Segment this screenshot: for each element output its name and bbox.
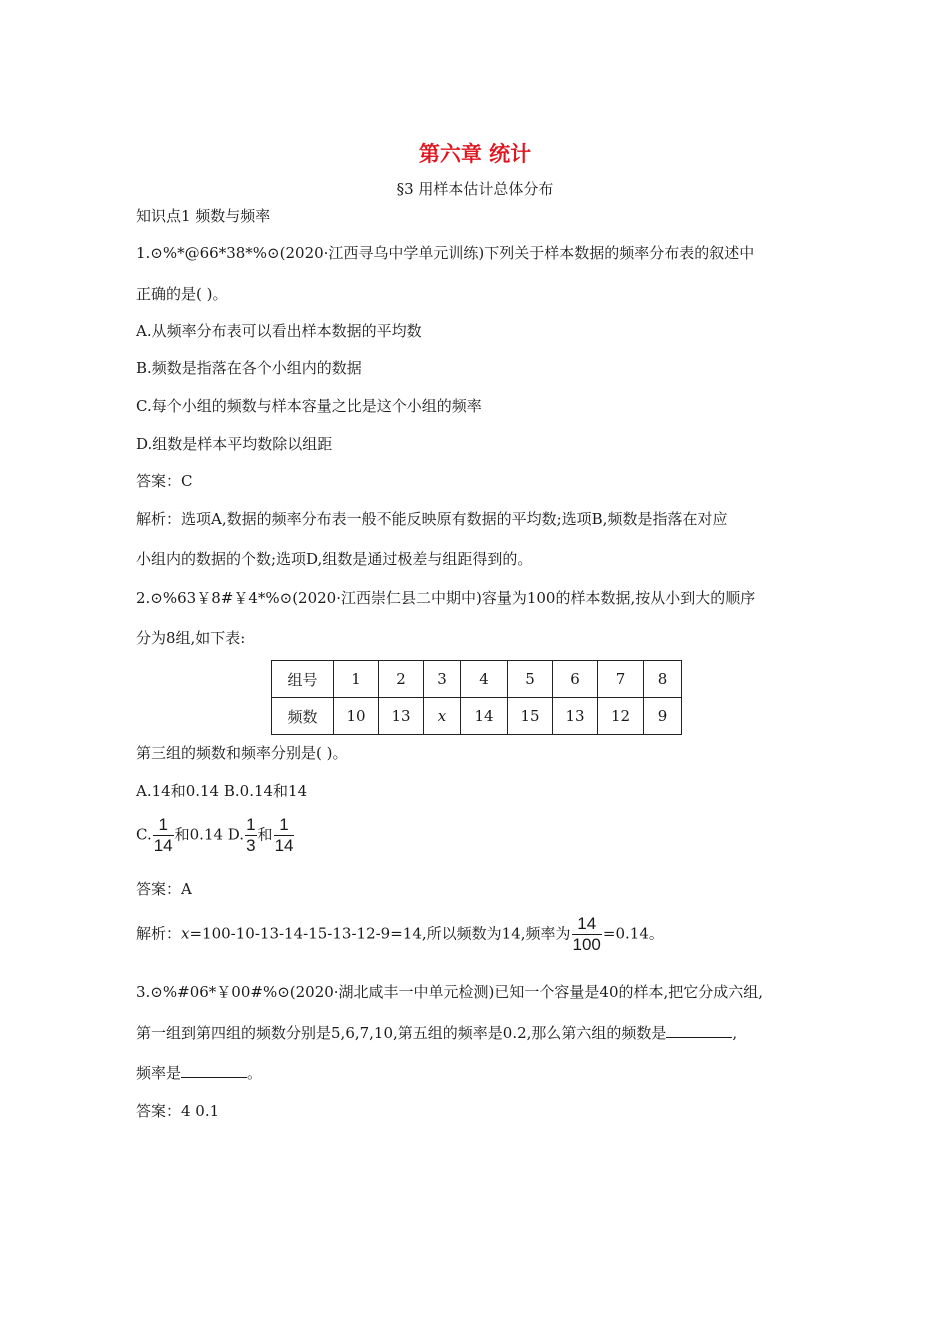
table-cell: 3 xyxy=(424,661,461,698)
table-row-frequency xyxy=(272,698,682,735)
table-cell: 1 xyxy=(334,661,379,698)
q1-option-b: B.频数是指落在各个小组内的数据 xyxy=(136,359,362,377)
table-cell: 9 xyxy=(644,698,682,735)
table-cell: 8 xyxy=(644,661,682,698)
q1-stem-line2: 正确的是( )。 xyxy=(136,285,228,303)
q1-stem-line1: 1.⊙%*@66*38*%⊙(2020·江西寻乌中学单元训练)下列关于样本数据的频率分布表的叙述中 xyxy=(136,244,755,262)
table-cell: 13 xyxy=(553,698,598,735)
table-cell: 14 xyxy=(461,698,508,735)
q2-question: 第三组的频数和频率分别是( )。 xyxy=(136,744,348,762)
q1-option-a: A.从频率分布表可以看出样本数据的平均数 xyxy=(136,322,422,340)
q2-options-cd xyxy=(136,815,295,856)
q1-option-c: C.每个小组的频数与样本容量之比是这个小组的频率 xyxy=(136,397,482,415)
table-cell: 7 xyxy=(598,661,644,698)
q1-analysis-line1: 解析：选项A,数据的频率分布表一般不能反映原有数据的平均数;选项B,频数是指落在对应 xyxy=(136,510,728,528)
fraction-one-fourteenth xyxy=(274,815,295,856)
q3-stem-line3-end: 。 xyxy=(247,1064,263,1082)
fraction-denominator: 3 xyxy=(246,836,256,855)
answer-blank xyxy=(666,1023,732,1038)
table-cell: 10 xyxy=(334,698,379,735)
option-c-mid: 和0.14 D. xyxy=(174,825,245,844)
table-row-group xyxy=(272,661,682,698)
q3-stem-line2-text: 第一组到第四组的频数分别是5,6,7,10,第五组的频率是0.2,那么第六组的频数是 xyxy=(136,1024,667,1042)
q1-analysis-line2: 小组内的数据的个数;选项D,组数是通过极差与组距得到的。 xyxy=(136,550,533,568)
chapter-title: 第六章 统计 xyxy=(418,142,532,166)
q2-options-ab: A.14和0.14 B.0.14和14 xyxy=(136,782,308,800)
q3-answer: 答案：4 0.1 xyxy=(136,1102,220,1120)
q3-stem-line3-text: 频率是 xyxy=(136,1064,182,1082)
frequency-table xyxy=(271,660,682,735)
analysis-variable: x xyxy=(181,924,190,943)
q3-stem-line3 xyxy=(136,1062,262,1083)
q3-stem-line2 xyxy=(136,1022,737,1043)
analysis-expression: =100-10-13-14-15-13-12-9=14,所以频数为14,频率为 xyxy=(189,924,571,943)
q2-answer: 答案：A xyxy=(136,880,192,898)
knowledge-point-heading: 知识点1 频数与频率 xyxy=(136,207,271,225)
table-cell: 13 xyxy=(379,698,424,735)
analysis-prefix: 解析： xyxy=(136,924,182,943)
q1-option-d: D.组数是样本平均数除以组距 xyxy=(136,435,333,453)
q2-analysis xyxy=(136,914,664,955)
table-header-group: 组号 xyxy=(272,661,334,698)
q2-stem-line1: 2.⊙%63￥8#￥4*%⊙(2020·江西崇仁县二中期中)容量为100的样本数据,按从小到大的顺序 xyxy=(136,589,756,607)
q1-answer: 答案：C xyxy=(136,472,193,490)
table-cell: 4 xyxy=(461,661,508,698)
q3-stem-line1: 3.⊙%#06*￥00#%⊙(2020·湖北咸丰一中单元检测)已知一个容量是40的样本,把它分成六组, xyxy=(136,983,764,1001)
table-cell: 6 xyxy=(553,661,598,698)
table-cell: 15 xyxy=(508,698,553,735)
option-d-and: 和 xyxy=(257,825,273,844)
fraction-one-fourteenth xyxy=(153,815,174,856)
table-header-frequency: 频数 xyxy=(272,698,334,735)
fraction-fourteen-hundredths xyxy=(572,914,602,955)
table-cell-unknown: x xyxy=(424,698,461,735)
section-title: §3 用样本估计总体分布 xyxy=(396,180,554,198)
q2-stem-line2: 分为8组,如下表: xyxy=(136,629,246,647)
analysis-end: =0.14。 xyxy=(602,924,664,943)
q3-stem-line2-end: , xyxy=(732,1024,738,1042)
fraction-denominator: 100 xyxy=(572,935,601,954)
answer-blank xyxy=(181,1063,247,1078)
fraction-numerator: 1 xyxy=(153,815,174,836)
table-cell: 5 xyxy=(508,661,553,698)
fraction-numerator: 1 xyxy=(274,815,295,836)
fraction-numerator: 1 xyxy=(246,815,256,834)
fraction-denominator: 14 xyxy=(274,836,294,855)
table-cell: 2 xyxy=(379,661,424,698)
fraction-denominator: 14 xyxy=(153,836,173,855)
option-c-prefix: C. xyxy=(136,825,152,844)
fraction-numerator: 14 xyxy=(572,914,602,935)
table-cell: 12 xyxy=(598,698,644,735)
fraction-one-third xyxy=(245,815,256,856)
